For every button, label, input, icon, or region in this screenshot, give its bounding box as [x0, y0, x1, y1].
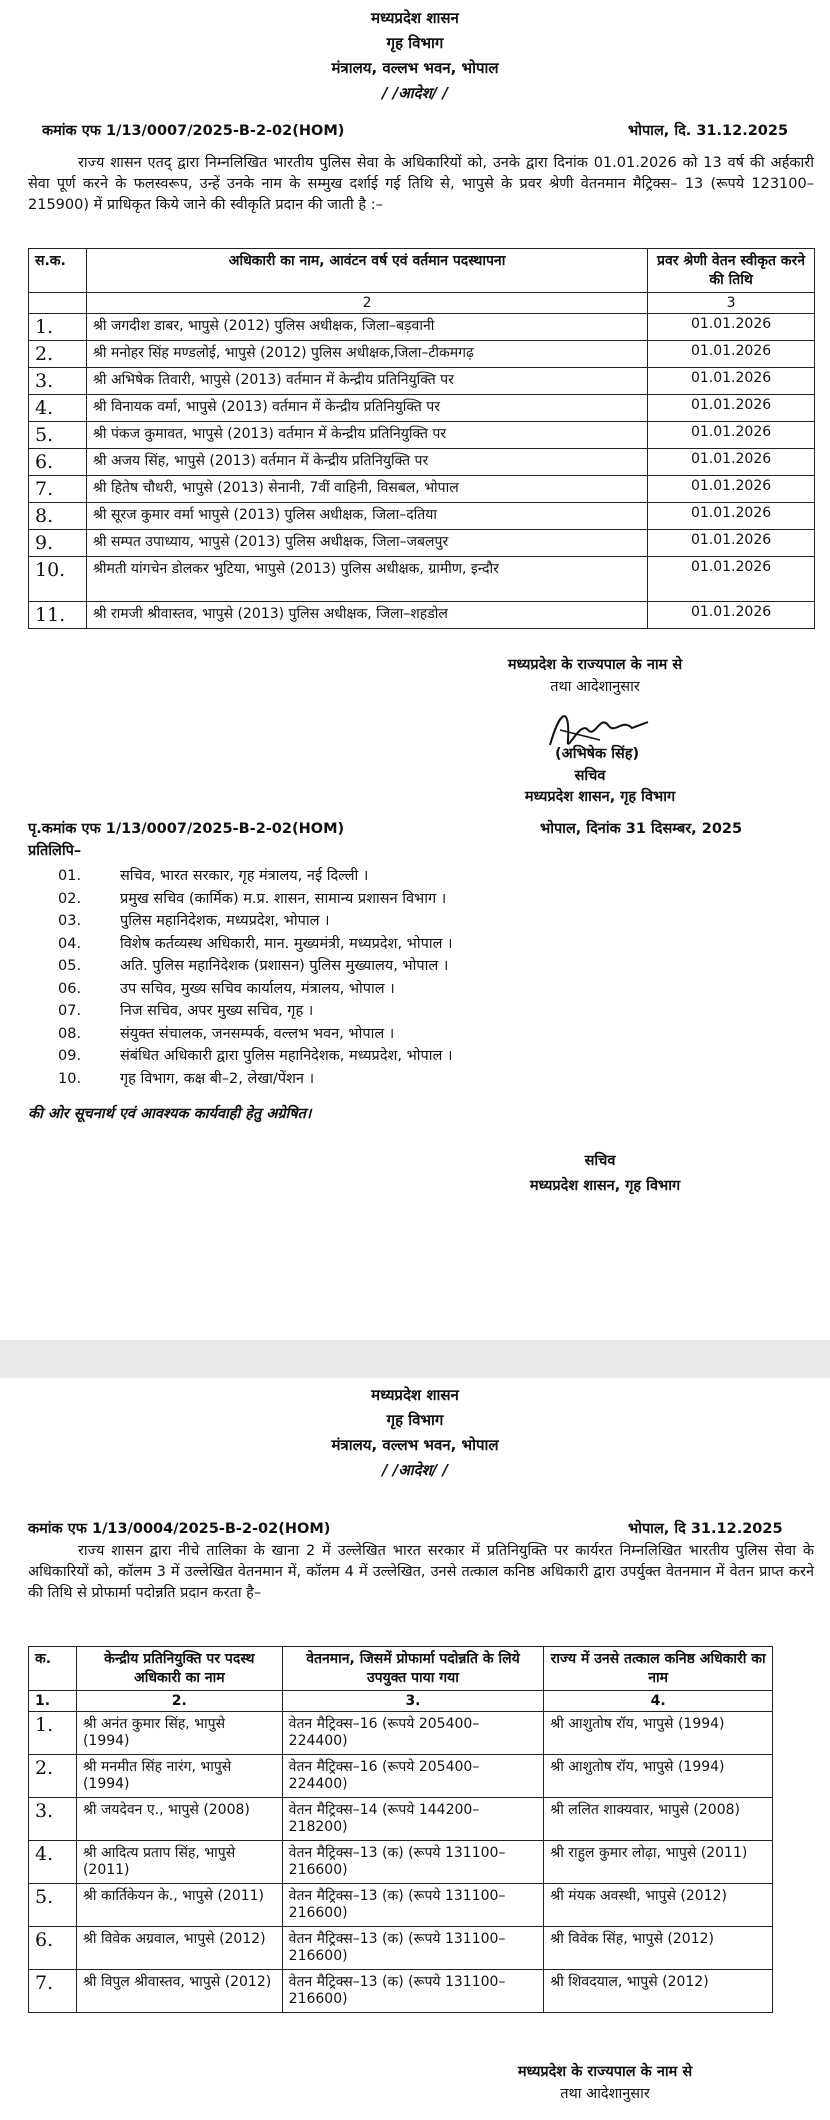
row-junior: श्री आशुतोष रॉय, भापुसे (1994) [544, 1712, 773, 1755]
intro-text: राज्य शासन एतद् द्वारा निम्नलिखित भारतीय पुलिस सेवा के अधिकारियों को, उनके द्वारा दिनांक 01.01.2026 को 13 वर्ष की अर्हकारी सेवा पूर्ण करने के फलस्वरूप, उन्हें उनके नाम के सम्मुख दर्शाई गई तिथि से, भापुसे के प्रवर श्रेणी वेतनमान मैट्रिक्स– 13 (रूपये 123100–215900) में प्राधिकृत किये जाने की स्वीकृति प्रदान की जाती है :– [28, 155, 814, 213]
row-junior: श्री मंयक अवस्थी, भापुसे (2012) [544, 1884, 773, 1927]
row-date: 01.01.2026 [648, 503, 815, 530]
row-junior: श्री राहुल कुमार लोढ़ा, भापुसे (2011) [544, 1841, 773, 1884]
col-header-serial: क. [29, 1647, 77, 1691]
copy-label: प्रतिलिपि– [28, 843, 82, 859]
row-paymatrix: वेतन मैट्रिक्स–13 (क) (रूपये 131100–216600) [282, 1970, 544, 2013]
row-serial: 2. [29, 1755, 77, 1798]
row-serial: 10. [29, 557, 87, 602]
table-row [29, 1798, 773, 1841]
letterhead-line: गृह विभाग [386, 1411, 444, 1429]
order1-table [28, 248, 815, 629]
table-row [29, 341, 815, 368]
col-header-officer: अधिकारी का नाम, आवंटन वर्ष एवं वर्तमान पदस्थापना [86, 249, 647, 293]
table-row [29, 368, 815, 395]
copy-list-item [58, 1045, 453, 1068]
row-officer: श्री अनंत कुमार सिंह, भापुसे (1994) [76, 1712, 282, 1755]
row-junior: श्री विवेक सिंह, भापुसे (2012) [544, 1927, 773, 1970]
order-date: भोपाल, दि 31.12.2025 [628, 1521, 783, 1537]
col-number: 2 [86, 293, 647, 314]
row-serial: 4. [29, 1841, 77, 1884]
table-row [29, 449, 815, 476]
endorsement-date: भोपाल, दिनांक 31 दिसम्बर, 2025 [540, 821, 743, 837]
table-row [29, 1970, 773, 2013]
authority-line: मध्यप्रदेश के राज्यपाल के नाम से [507, 657, 683, 673]
row-junior: श्री आशुतोष रॉय, भापुसे (1994) [544, 1755, 773, 1798]
table-row [29, 530, 815, 557]
copy-item-text: अति. पुलिस महानिदेशक (प्रशासन) पुलिस मुख्यालय, भोपाल । [120, 958, 449, 974]
copy-item-text: सचिव, भारत सरकार, गृह मंत्रालय, नई दिल्ली । [120, 868, 369, 884]
row-officer: श्री अभिषेक तिवारी, भापुसे (2013) वर्तमान में केन्द्रीय प्रतिनियुक्ति पर [86, 368, 647, 395]
copy-item-number: 04. [58, 935, 82, 952]
col-header-paymatrix: वेतनमान, जिसमें प्रोफार्मा पदोन्नति के लिये उपयुक्त पाया गया [282, 1647, 544, 1691]
order2-table [28, 1646, 773, 2013]
row-date: 01.01.2026 [648, 314, 815, 341]
endorsement-number: पृ.कमांक एफ 1/13/0007/2025-B-2-02(HOM) [28, 821, 345, 837]
col-number: 1. [29, 1691, 77, 1712]
copy-list-item [58, 955, 453, 978]
table-row [29, 395, 815, 422]
row-officer: श्री रामजी श्रीवास्तव, भापुसे (2013) पुलिस अधीक्षक, जिला–शहडोल [86, 602, 647, 629]
copy-list-item [58, 1000, 453, 1023]
row-date: 01.01.2026 [648, 395, 815, 422]
order-intro [28, 153, 814, 216]
signatory-name: (अभिषेक सिंह) [555, 746, 640, 762]
letterhead-line: गृह विभाग [386, 34, 444, 52]
table-row [29, 1884, 773, 1927]
copy-item-number: 06. [58, 980, 82, 997]
row-serial: 3. [29, 368, 87, 395]
row-date: 01.01.2026 [648, 602, 815, 629]
row-paymatrix: वेतन मैट्रिक्स–13 (क) (रूपये 131100–216600) [282, 1927, 544, 1970]
row-serial: 1. [29, 1712, 77, 1755]
copy-item-number: 02. [58, 890, 82, 907]
order-page-2 [0, 1378, 830, 2120]
row-date: 01.01.2026 [648, 449, 815, 476]
table-row [29, 503, 815, 530]
authority-line: मध्यप्रदेश के राज्यपाल के नाम से [517, 2064, 693, 2080]
table-row [29, 1712, 773, 1755]
signatory-department: मध्यप्रदेश शासन, गृह विभाग [524, 789, 676, 805]
order-ref-number: कमांक एफ 1/13/0007/2025-B-2-02(HOM) [42, 123, 345, 139]
col-number [29, 293, 87, 314]
row-officer: श्री आदित्य प्रताप सिंह, भापुसे (2011) [76, 1841, 282, 1884]
row-serial: 2. [29, 341, 87, 368]
row-serial: 5. [29, 1884, 77, 1927]
copy-item-number: 10. [58, 1070, 82, 1087]
copy-list-item [58, 933, 453, 956]
copy-list-item [58, 1068, 453, 1091]
row-paymatrix: वेतन मैट्रिक्स–16 (रूपये 205400–224400) [282, 1712, 544, 1755]
footer-sign-title: सचिव [584, 1153, 616, 1169]
copy-item-number: 03. [58, 913, 82, 929]
table-row [29, 1841, 773, 1884]
copy-list-item [58, 1023, 453, 1046]
row-officer: श्री कार्तिकेयन के., भापुसे (2011) [76, 1884, 282, 1927]
col-number: 2. [76, 1691, 282, 1712]
col-header-serial: स.क. [29, 249, 87, 293]
table-row [29, 314, 815, 341]
copy-item-text: संयुक्त संचालक, जनसम्पर्क, वल्लभ भवन, भोपाल । [120, 1025, 395, 1042]
table-row [29, 557, 815, 602]
row-officer: श्री सम्पत उपाध्याय, भापुसे (2013) पुलिस अधीक्षक, जिला–जबलपुर [86, 530, 647, 557]
order-intro [28, 1541, 814, 1604]
copy-item-text: निज सचिव, अपर मुख्य सचिव, गृह । [120, 1003, 314, 1019]
table-row [29, 602, 815, 629]
col-number: 3. [282, 1691, 544, 1712]
col-header-date: प्रवर श्रेणी वेतन स्वीकृत करने की तिथि [648, 249, 815, 293]
col-number: 4. [544, 1691, 773, 1712]
copy-list-item [58, 865, 453, 888]
row-serial: 7. [29, 476, 87, 503]
row-serial: 6. [29, 1927, 77, 1970]
intro-text: राज्य शासन द्वारा नीचे तालिका के खाना 2 में उल्लेखित भारत सरकार में प्रतिनियुक्ति पर कार्यरत निम्नलिखित भारतीय पुलिस सेवा के अधिकारियों को, कॉलम 3 में उल्लेखित वेतनमान में, कॉलम 4 में उल्लेखित, उनसे तत्काल कनिष्ठ अधिकारी द्वारा उपर्युक्त वेतनमान में वेतन प्राप्त करने की तिथि से प्रोफार्मा पदोन्नति प्रदान करता है– [28, 1543, 814, 1601]
row-serial: 11. [29, 602, 87, 629]
authority-block [470, 654, 720, 696]
row-date: 01.01.2026 [648, 422, 815, 449]
row-serial: 3. [29, 1798, 77, 1841]
order-title: / /आदेश/ / [382, 84, 448, 102]
row-date: 01.01.2026 [648, 557, 815, 602]
copy-item-number: 05. [58, 958, 82, 974]
copy-list [58, 865, 453, 1090]
copy-item-text: विशेष कर्तव्यस्थ अधिकारी, मान. मुख्यमंत्री, मध्यप्रदेश, भोपाल । [120, 935, 453, 952]
row-date: 01.01.2026 [648, 530, 815, 557]
row-officer: श्री मनोहर सिंह मण्डलोई, भापुसे (2012) पुलिस अधीक्षक,जिला–टीकमगढ़ [86, 341, 647, 368]
row-officer: श्री जगदीश डाबर, भापुसे (2012) पुलिस अधीक्षक, जिला–बड़वानी [86, 314, 647, 341]
row-junior: श्री शिवदयाल, भापुसे (2012) [544, 1970, 773, 2013]
row-officer: श्री विवेक अग्रवाल, भापुसे (2012) [76, 1927, 282, 1970]
copy-item-number: 09. [58, 1048, 82, 1064]
row-officer: श्री पंकज कुमावत, भापुसे (2013) वर्तमान में केन्द्रीय प्रतिनियुक्ति पर [86, 422, 647, 449]
row-officer: श्री विनायक वर्मा, भापुसे (2013) वर्तमान में केन्द्रीय प्रतिनियुक्ति पर [86, 395, 647, 422]
row-date: 01.01.2026 [648, 368, 815, 395]
row-serial: 6. [29, 449, 87, 476]
row-paymatrix: वेतन मैट्रिक्स–16 (रूपये 205400–224400) [282, 1755, 544, 1798]
row-date: 01.01.2026 [648, 341, 815, 368]
order-title: / /आदेश/ / [382, 1461, 448, 1479]
table-row [29, 1755, 773, 1798]
row-officer: श्री अजय सिंह, भापुसे (2013) वर्तमान में केन्द्रीय प्रतिनियुक्ति पर [86, 449, 647, 476]
row-officer: श्रीमती यांगचेन डोलकर भुटिया, भापुसे (2013) पुलिस अधीक्षक, ग्रामीण, इन्दौर [86, 557, 647, 602]
row-serial: 9. [29, 530, 87, 557]
row-date: 01.01.2026 [648, 476, 815, 503]
row-serial: 4. [29, 395, 87, 422]
copy-list-item [58, 888, 453, 911]
authority-line: तथा आदेशानुसार [560, 2086, 650, 2102]
copy-item-number: 01. [58, 868, 82, 884]
copy-item-text: संबंधित अधिकारी द्वारा पुलिस महानिदेशक, मध्यप्रदेश, भोपाल । [120, 1048, 453, 1064]
row-officer: श्री जयदेवन ए., भापुसे (2008) [76, 1798, 282, 1841]
copy-item-number: 07. [58, 1003, 82, 1019]
row-serial: 8. [29, 503, 87, 530]
row-officer: श्री मनमीत सिंह नारंग, भापुसे (1994) [76, 1755, 282, 1798]
letterhead-line: मध्यप्रदेश शासन [371, 1386, 459, 1404]
row-serial: 1. [29, 314, 87, 341]
row-paymatrix: वेतन मैट्रिक्स–14 (रूपये 144200–218200) [282, 1798, 544, 1841]
letterhead-line: मध्यप्रदेश शासन [371, 9, 459, 27]
row-paymatrix: वेतन मैट्रिक्स–13 (क) (रूपये 131100–216600) [282, 1884, 544, 1927]
order-ref-number: कमांक एफ 1/13/0004/2025-B-2-02(HOM) [28, 1521, 331, 1537]
copy-item-text: प्रमुख सचिव (कार्मिक) म.प्र. शासन, सामान्य प्रशासन विभाग । [120, 890, 447, 907]
page-separator [0, 1340, 830, 1378]
footer-sign-dept: मध्यप्रदेश शासन, गृह विभाग [529, 1178, 681, 1194]
copy-list-item [58, 978, 453, 1001]
authority-block [470, 2061, 740, 2103]
order-date: भोपाल, दि. 31.12.2025 [628, 123, 789, 139]
row-paymatrix: वेतन मैट्रिक्स–13 (क) (रूपये 131100–216600) [282, 1841, 544, 1884]
row-serial: 5. [29, 422, 87, 449]
col-header-junior: राज्य में उनसे तत्काल कनिष्ठ अधिकारी का नाम [544, 1647, 773, 1691]
letterhead-line: मंत्रालय, वल्लभ भवन, भोपाल [331, 1436, 499, 1454]
authority-line: तथा आदेशानुसार [550, 679, 640, 695]
table-row [29, 1927, 773, 1970]
letterhead-line: मंत्रालय, वल्लभ भवन, भोपाल [331, 59, 499, 77]
row-officer: श्री विपुल श्रीवास्तव, भापुसे (2012) [76, 1970, 282, 2013]
copy-item-text: उप सचिव, मुख्य सचिव कार्यालय, मंत्रालय, भोपाल । [120, 980, 395, 997]
forward-note: की ओर सूचनार्थ एवं आवश्यक कार्यवाही हेतु अग्रेषित। [28, 1106, 312, 1122]
letterhead [0, 1383, 830, 1483]
col-number: 3 [648, 293, 815, 314]
table-row [29, 422, 815, 449]
row-officer: श्री हितेष चौधरी, भापुसे (2013) सेनानी, 7वीं वाहिनी, विसबल, भोपाल [86, 476, 647, 503]
col-header-officer: केन्द्रीय प्रतिनियुक्ति पर पदस्थ अधिकारी का नाम [76, 1647, 282, 1691]
copy-item-number: 08. [58, 1025, 82, 1042]
letterhead [0, 6, 830, 106]
table-row [29, 476, 815, 503]
copy-list-item [58, 910, 453, 933]
row-officer: श्री सूरज कुमार वर्मा भापुसे (2013) पुलिस अधीक्षक, जिला–दतिया [86, 503, 647, 530]
signatory-designation: सचिव [574, 768, 606, 784]
copy-item-text: गृह विभाग, कक्ष बी–2, लेखा/पेंशन । [120, 1070, 315, 1087]
copy-item-text: पुलिस महानिदेशक, मध्यप्रदेश, भोपाल । [120, 913, 330, 929]
row-junior: श्री ललित शाक्यवार, भापुसे (2008) [544, 1798, 773, 1841]
row-serial: 7. [29, 1970, 77, 2013]
